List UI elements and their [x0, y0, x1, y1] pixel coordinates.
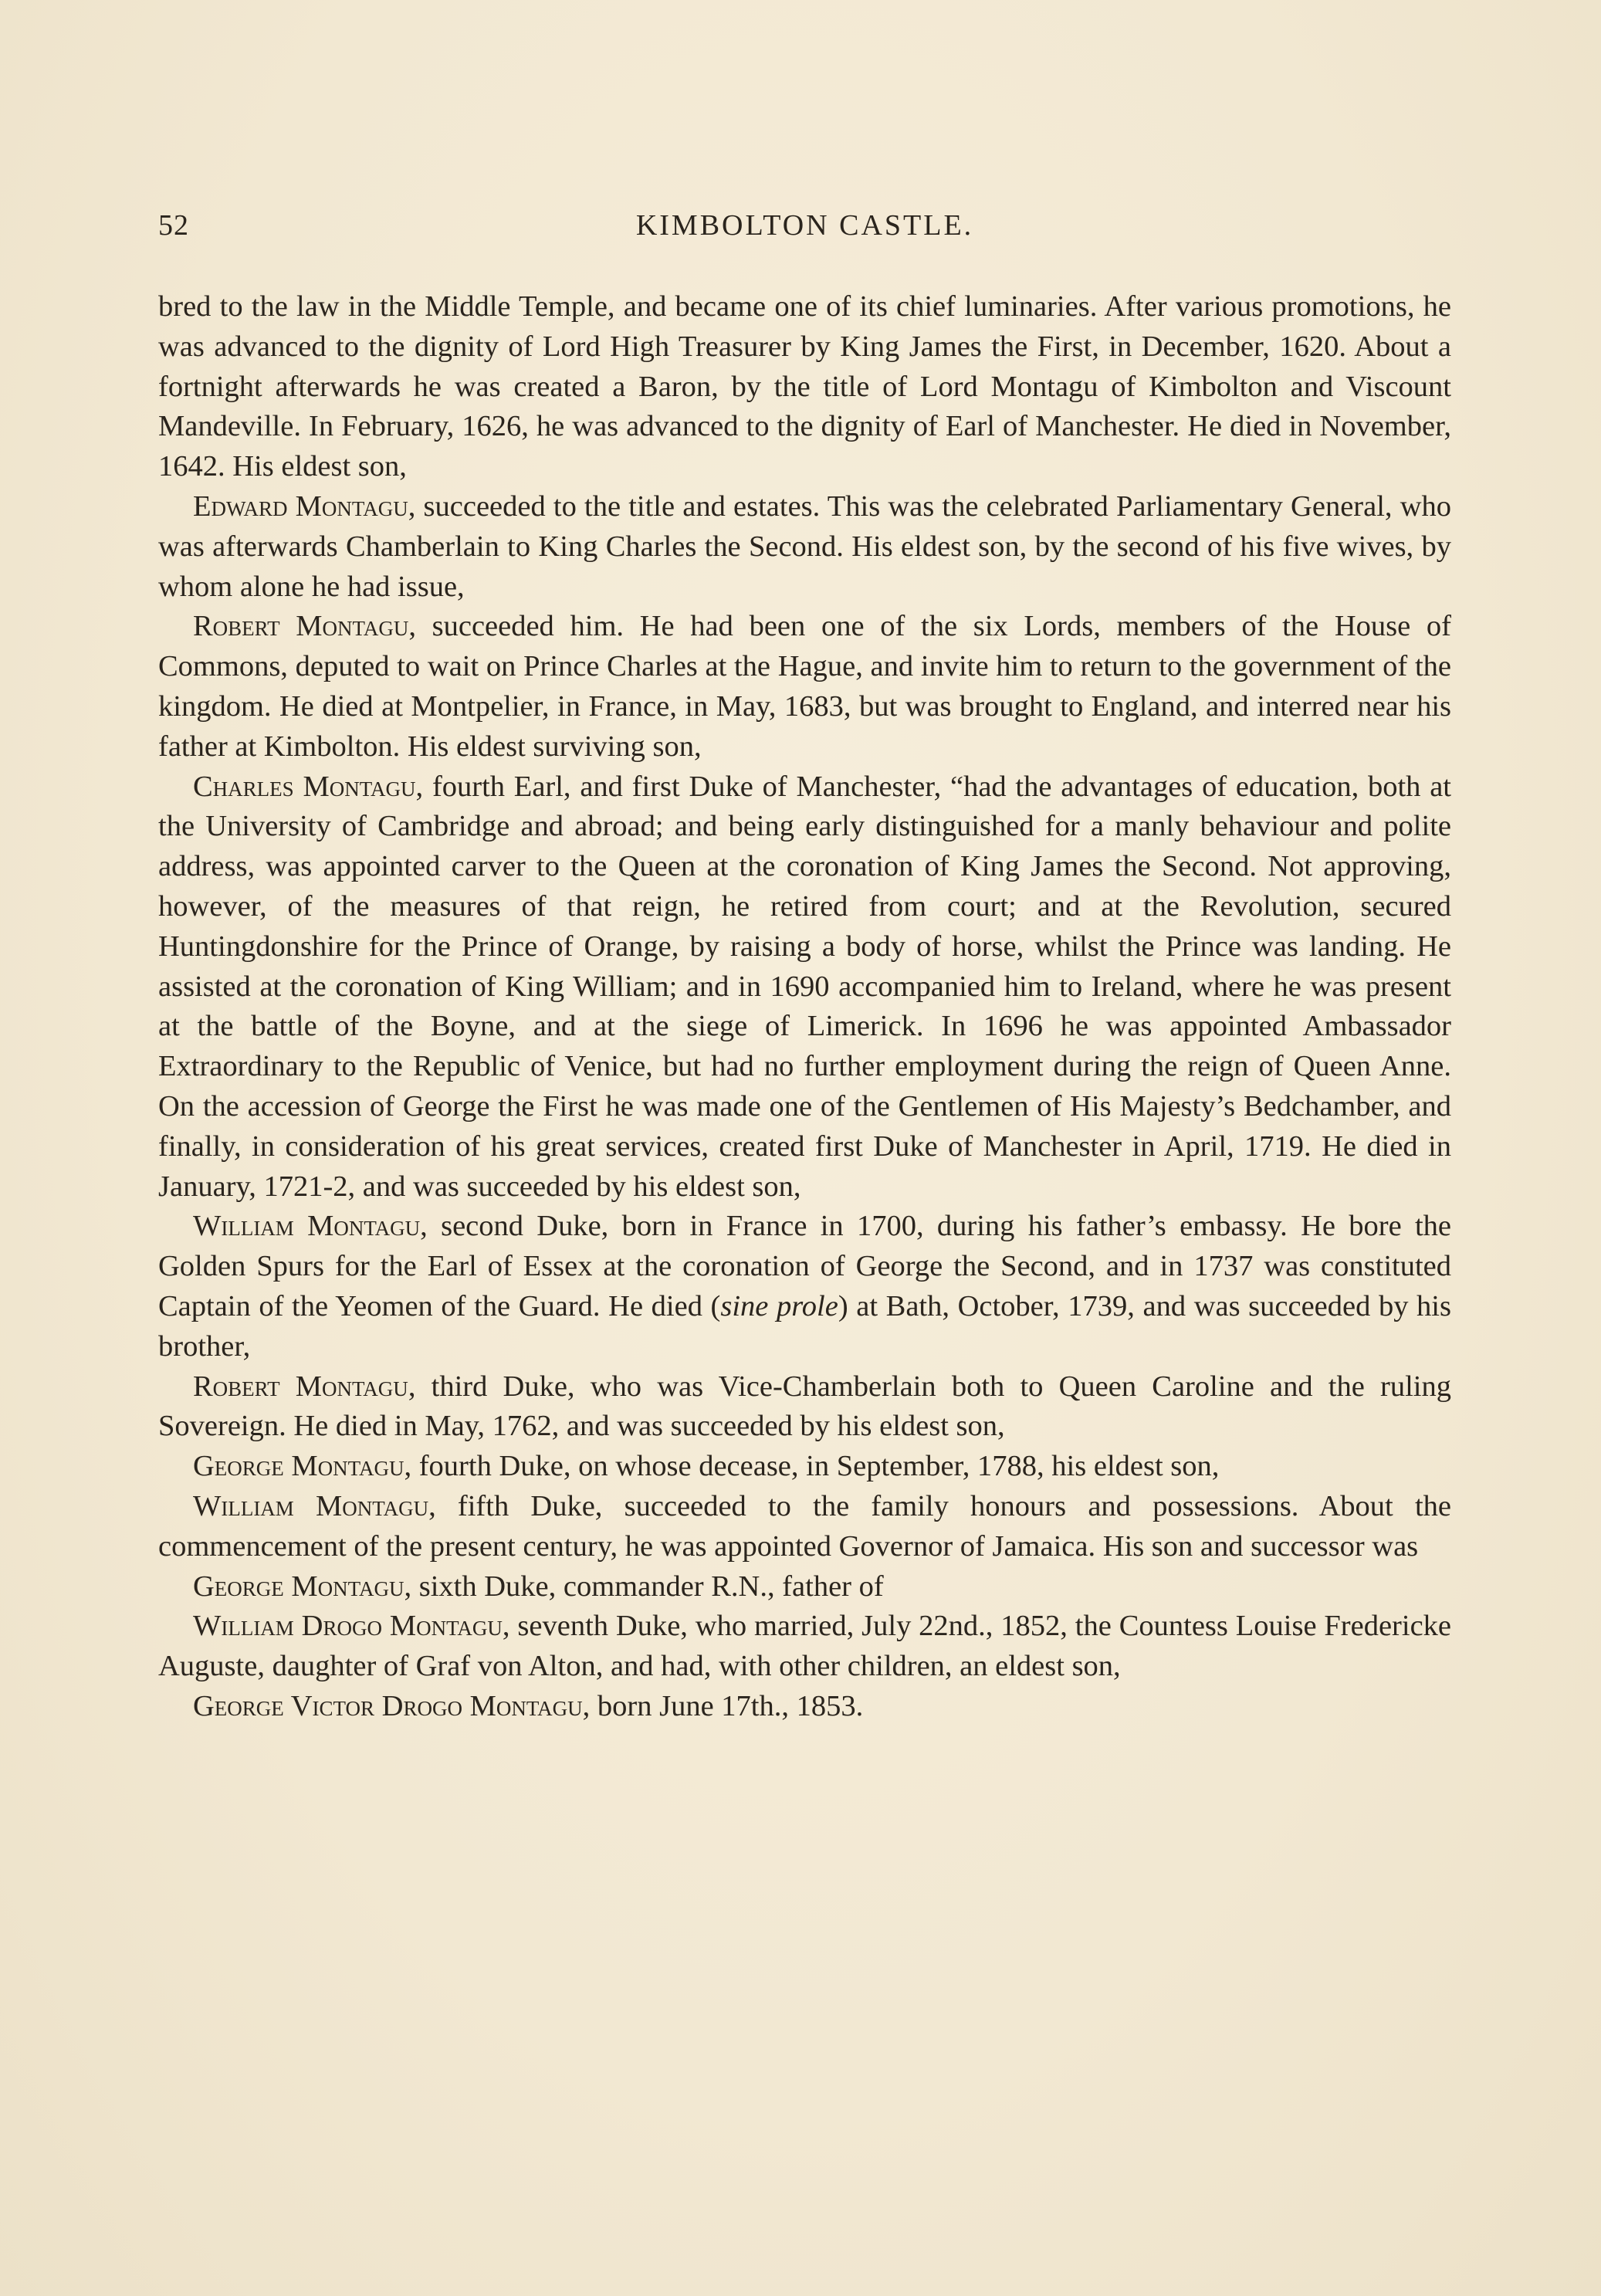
paragraph-robert-montagu-third — [158, 1367, 1451, 1448]
paragraph-text: , succeeded to the title and estates. This was the celebrated Parliamentary General, who was afterwards Chamberlain to King Charles the Second. His eldest son, by the second of his five wives, by whom alone he had issue, — [158, 489, 1451, 603]
paragraph-text: , fourth Earl, and first Duke of Manchester, “had the advantages of education, both at the University of Cambridge and abroad; and being early distinguished for a manly behaviour and polite address, was appointed carver to the Queen at the coronation of King James the Second. Not approving, however, of the measures of that reign, he retired from court; and at the Revolution, secured Huntingdonshire for the Prince of Orange, by raising a body of horse, whilst the Prince was landing. He assisted at the coronation of King William; and in 1690 accompanied him to Ireland, where he was present at the battle of the Boyne, and at the siege of Limerick. In 1696 he was appointed Ambassador Extraordinary to the Republic of Venice, but had no further employment during the reign of Queen Anne. On the accession of George the First he was made one of the Gentlemen of His Majesty’s Bedchamber, and finally, in consideration of his great services, created first Duke of Manchester in April, 1719. He died in January, 1721-2, and was succeeded by his eldest son, — [158, 770, 1451, 1203]
paragraph-text: ) at Bath, October, 1739, and was succeeded by his brother, — [158, 1289, 1451, 1363]
paragraph-text: , third Duke, who was Vice-Chamberlain both to Queen Caroline and the ruling Sovereign. He died in May, 1762, and was succeeded by his eldest son, — [158, 1370, 1451, 1443]
paragraph-william-montagu-fifth — [158, 1487, 1451, 1567]
running-title: KIMBOLTON CASTLE. — [635, 209, 974, 242]
paragraph-text: , second Duke, born in France in 1700, during his father’s embassy. He bore the Golden Spurs for the Earl of Essex at the coronation of George the Second, and in 1737 was constituted Captain of the Yeomen of the Guard. He died ( — [158, 1210, 1451, 1322]
paragraph-william-drogo-montagu — [158, 1607, 1451, 1687]
paragraph-robert-montagu-earl — [158, 607, 1451, 767]
latin-phrase: sine prole — [720, 1289, 838, 1322]
paragraph-george-montagu-sixth — [158, 1567, 1451, 1607]
person-name: William Drogo Montagu — [193, 1610, 503, 1643]
person-name: William Montagu — [193, 1489, 429, 1522]
paragraph-text: , seventh Duke, who married, July 22nd., 1852, the Countess Louise Fredericke Auguste, daughter of Graf von Alton, and had, with other children, an eldest son, — [158, 1610, 1451, 1683]
person-name: George Montagu — [193, 1450, 404, 1483]
person-name: Robert Montagu — [193, 1370, 408, 1403]
person-name: George Montagu — [193, 1570, 404, 1603]
paragraph-edward-montagu — [158, 487, 1451, 607]
person-name: Edward Montagu — [193, 489, 408, 523]
page-number: 52 — [158, 209, 189, 242]
person-name: William Montagu — [193, 1210, 421, 1243]
paragraph-continuation: bred to the law in the Middle Temple, and became one of its chief luminaries. After various promotions, he was advanced to the dignity of Lord High Treasurer by King James the First, in December, 1620. About a fortnight afterwards he was created a Baron, by the title of Lord Montagu of Kimbolton and Viscount Mandeville. In February, 1626, he was advanced to the dignity of Earl of Manchester. He died in November, 1642. His eldest son, — [158, 290, 1451, 483]
paragraph-george-montagu-fourth — [158, 1447, 1451, 1487]
person-name: Charles Montagu — [193, 770, 416, 803]
paragraph-george-victor-drogo-montagu — [158, 1687, 1451, 1727]
paragraph-william-montagu-second — [158, 1207, 1451, 1366]
paragraph-charles-montagu — [158, 767, 1451, 1207]
paragraph-text: , fifth Duke, succeeded to the family honours and possessions. About the commencement of the present century, he was appointed Governor of Jamaica. His son and successor was — [158, 1489, 1451, 1563]
person-name: Robert Montagu — [193, 610, 409, 643]
paragraph-text: , born June 17th., 1853. — [582, 1689, 864, 1722]
paragraph-text: , sixth Duke, commander R.N., father of — [404, 1570, 884, 1603]
person-name: George Victor Drogo Montagu — [193, 1689, 583, 1722]
page-header — [158, 208, 1451, 255]
paragraph-text: , fourth Duke, on whose decease, in September, 1788, his eldest son, — [404, 1450, 1220, 1483]
body-text — [158, 287, 1451, 1727]
paragraph-text: , succeeded him. He had been one of the six Lords, members of the House of Commons, deputed to wait on Prince Charles at the Hague, and invite him to return to the government of the kingdom. He died at Montpelier, in France, in May, 1683, but was brought to England, and interred near his father at Kimbolton. His eldest surviving son, — [158, 610, 1451, 763]
